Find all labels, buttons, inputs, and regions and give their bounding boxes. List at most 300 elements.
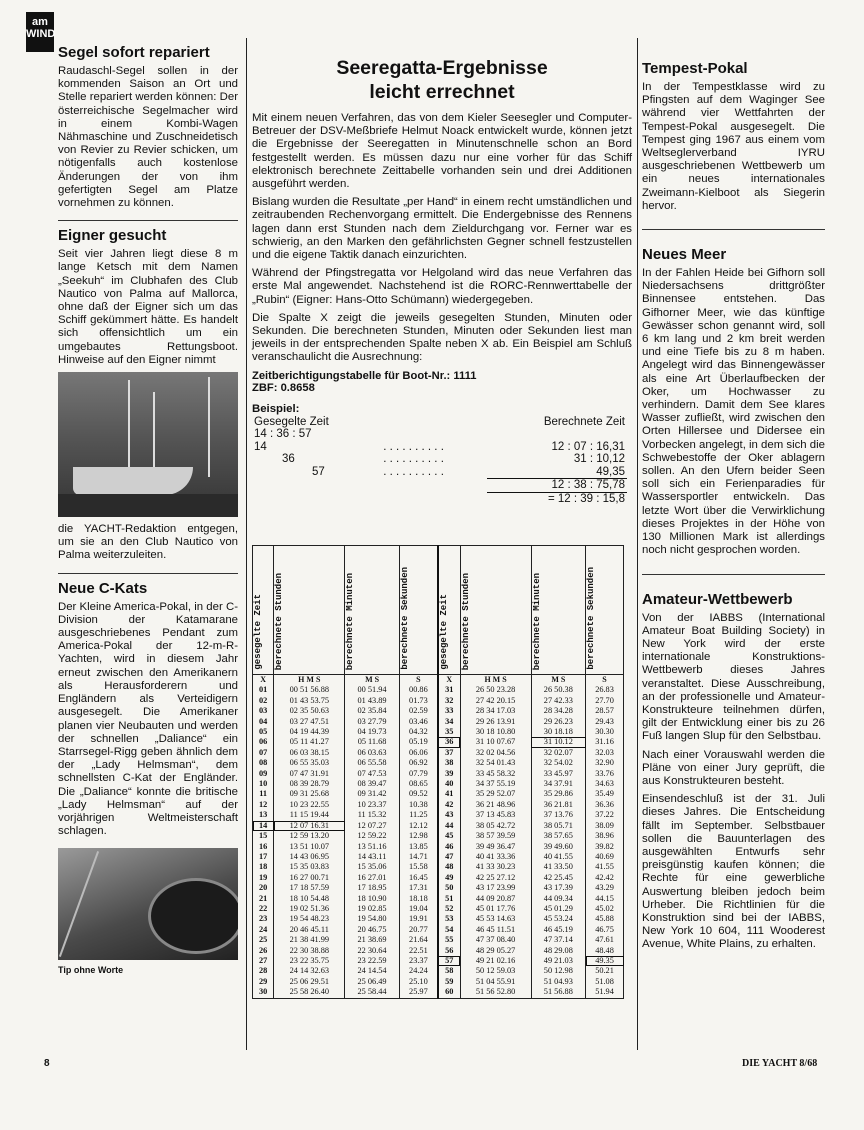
table-cell: 57 [438,956,460,966]
column-rule-right [637,38,638,1050]
table-cell: 38 05 42.72 [460,821,531,831]
article-title-tempest: Tempest-Pokal [642,60,748,77]
divider [58,220,238,221]
table-cell: 32.03 [586,748,624,758]
table-cell: 24 14 32.63 [274,966,345,976]
table-cell: 05 11.68 [345,737,399,747]
table-cell: 32 54 01.43 [460,758,531,768]
table-cell: 43 [438,810,460,820]
table-cell: 28 [253,966,274,976]
article-text-ckats: Der Kleine America-Pokal, in der C-Division der Katamarane ausgeschriebenes Pendant zum America-Pokal der 12-m-R-Yachten, wird in diesem Jahr erneut zwischen den Amerikanern als Herausforderern und Engländern als Verteidigern ausgesegelt. Die Amerikaner planen vier Neubauten und werden der schnellen „Daliance“ ein Starrsegel-Rigg geben ähnlich dem der „Lady Helmsman“, dem schnellsten C-Kat der Engländer. Die „Daliance“ konnte die britische „Lady Helmsman“ auf der vorjährigen Weltmeisterschaft schlagen. [58,600,238,838]
table-cell: 48 [438,862,460,872]
table-cell: 37 13.76 [531,810,585,820]
article-text-segel: Raudaschl-Segel sollen in der kommenden Saison an Ort und Stelle repariert werden können: Der österreichische Segelmacher wird in einem Kombi-Wagen Nähmaschine und Zuschneidetisch von Revier zu Revier schicken, um nötigenfalls auch kostenlose Änderungen der von ihm gefertigten Segel am Platze vornehmen zu können. [58,65,238,210]
ketch-photo [58,372,238,517]
table-cell: 44 09.34 [531,894,585,904]
table-cell: 33 [438,706,460,716]
table-cell: 49 21 02.16 [460,956,531,966]
table-cell: 24 14.54 [345,966,399,976]
table-row [253,769,624,779]
table-cell: 22 30.64 [345,946,399,956]
table-row [253,706,624,716]
table-cell: 42 25 27.12 [460,873,531,883]
magazine-issue: DIE YACHT 8/68 [742,1058,818,1069]
table-cell: 11 [253,789,274,799]
table-row [253,904,624,914]
table-cell: 30.30 [586,727,624,737]
article-title-eigner: Eigner gesucht [58,227,167,245]
table-cell: 10 23 22.55 [274,800,345,810]
table-cell: 05 [253,727,274,737]
table-cell: 45 01.29 [531,904,585,914]
table-cell: 33.76 [586,769,624,779]
paragraph-spalte: Die Spalte X zeigt die jeweils gesegelten Stunden, Minuten oder Sekunden. Die berechneten Stunden, Minuten oder Sekunden liest man jeweils in der entsprechenden Spalte neben X ab. Ein Beispiel am Schluß veranschaulicht die Ausrechnung: [252,311,632,364]
table-cell: 11 15 19.44 [274,810,345,820]
table-cell: 40.69 [586,852,624,862]
column-rule-left [246,38,247,1050]
table-cell: 56 [438,946,460,956]
table-cell: 39 49 36.47 [460,842,531,852]
table-cell: 50 12.98 [531,966,585,976]
table-cell: 51 56.88 [531,987,585,998]
table-cell: 29 26.23 [531,717,585,727]
table-header [586,546,624,675]
table-cell: 14.71 [399,852,438,862]
table-cell: 51.08 [586,977,624,987]
example-sum: 12 : 38 : 75,78 [487,479,627,493]
table-cell: 26 [253,946,274,956]
paragraph-bislang: Bislang wurden die Resultate „per Hand“ in einem recht umständlichen und zeitraubenden Rechenvorgang ermittelt. Die Endergebnisse des Rennens lagen dann erst Stunden nach dem Zieldurchgang vor. Ferner war es schwierig, an den Marken den gefährlichsten Gegner schnell festzustellen und die eigene Taktik danach einzurichten. [252,196,632,262]
example-dots: . . . . . . . . . . [383,440,444,453]
table-cell: 16 27 00.71 [274,873,345,883]
table-row [253,935,624,945]
table-cell: 14 [253,821,274,831]
table-cell: 51 04 55.91 [460,977,531,987]
table-cell: 34 37.91 [531,779,585,789]
table-subheader: H M S [460,675,531,686]
table-cell: 03 27.79 [345,717,399,727]
right-column [642,44,825,957]
table-cell: 01 [253,685,274,695]
table-cell: 19.91 [399,914,438,924]
table-cell: 22.51 [399,946,438,956]
article-title-amateur: Amateur-Wettbewerb [642,590,793,608]
table-header [399,546,438,675]
table-cell: 25.10 [399,977,438,987]
table-row [253,883,624,893]
table-cell: 32.90 [586,758,624,768]
table-header-label: berechnete Minuten [345,572,356,670]
table-cell: 51 04.93 [531,977,585,987]
table-cell: 20.77 [399,925,438,935]
time-correction-table [252,545,624,999]
table-cell: 28.57 [586,706,624,716]
table-cell: 38.09 [586,821,624,831]
table-cell: 06 03 38.15 [274,748,345,758]
table-cell: 25 [253,935,274,945]
table-cell: 49 21.03 [531,956,585,966]
table-cell: 01 43 53.75 [274,696,345,706]
table-cell: 18 [253,862,274,872]
table-cell: 60 [438,987,460,998]
table-row [253,852,624,862]
table-cell: 29 26 13.91 [460,717,531,727]
table-cell: 19 02.85 [345,904,399,914]
table-cell: 43.29 [586,883,624,893]
table-cell: 41 [438,789,460,799]
table-cell: 45 [438,831,460,841]
table-cell: 29.43 [586,717,624,727]
table-cell: 42 25.45 [531,873,585,883]
table-cell: 39 49.60 [531,842,585,852]
article-text-amateur-3: Einsendeschluß ist der 31. Juli dieses Jahres. Die Entscheidung fällt im September. Selbstbauer sollen die Bauunterlagen des ausgewählten Entwurfs sehr preisgünstig kaufen können; die Rechte für eine gewerbliche Auswertung bleiben jedoch beim Urheber. Die Richtlinien für die Konstruktion sind bei der IABBS, New York 10 604, 111 Wooderest Avenue, White Plains, zu erhalten. [642,793,825,951]
table-cell: 42 [438,800,460,810]
table-cell: 21 38.69 [345,935,399,945]
table-cell: 15 35.06 [345,862,399,872]
table-cell: 37 [438,748,460,758]
table-subheader: S [399,675,438,686]
table-cell: 27 42.33 [531,696,585,706]
table-subheader: M S [345,675,399,686]
table-row [253,946,624,956]
table-row [253,842,624,852]
table-cell: 42.42 [586,873,624,883]
example-dots: . . . . . . . . . . [383,453,444,466]
table-cell: 55 [438,935,460,945]
example-hours: 14 [254,440,267,453]
table-header [253,546,274,675]
table-cell: 32 54.02 [531,758,585,768]
table-cell: 25 06.49 [345,977,399,987]
table-subheader: S [586,675,624,686]
table-cell: 15.58 [399,862,438,872]
table-row [253,966,624,976]
table-cell: 30 18 10.80 [460,727,531,737]
table-cell: 26 50 23.28 [460,685,531,695]
article-title-segel: Segel sofort repariert [58,44,210,61]
table-cell: 21.64 [399,935,438,945]
table-cell: 08 39.47 [345,779,399,789]
table-cell: 25 58 26.40 [274,987,345,998]
table-cell: 19 02 51.36 [274,904,345,914]
table-cell: 32 02.07 [531,748,585,758]
table-cell: 27 [253,956,274,966]
headline-line2: leicht errechnet [369,81,515,103]
table-cell: 11 15.32 [345,810,399,820]
table-cell: 03 27 47.51 [274,717,345,727]
table-cell: 02.59 [399,706,438,716]
table-title: Zeitberichtigungstabelle für Boot-Nr.: 1111 [252,369,477,382]
table-cell: 10 [253,779,274,789]
table-cell: 07.79 [399,769,438,779]
table-cell: 08.65 [399,779,438,789]
table-cell: 17 18.95 [345,883,399,893]
table-cell: 06 55.58 [345,758,399,768]
zbf-value: ZBF: 0.8658 [252,382,315,395]
table-cell: 16.45 [399,873,438,883]
table-cell: 06 55 35.03 [274,758,345,768]
table-cell: 32 [438,696,460,706]
table-cell: 37.22 [586,810,624,820]
table-cell: 26.83 [586,685,624,695]
page-number: 8 [44,1058,50,1069]
table-cell: 05 11 41.27 [274,737,345,747]
table-cell: 30 18.18 [531,727,585,737]
table-row [253,800,624,810]
table-cell: 45 53 14.63 [460,914,531,924]
table-cell: 14 43.11 [345,852,399,862]
example-final: = 12 : 39 : 15,8 [547,492,625,505]
am-wind-logo [26,12,54,52]
table-cell: 03 [253,706,274,716]
table-cell: 36.36 [586,800,624,810]
table-row [253,685,624,695]
table-row [253,925,624,935]
table-cell: 46 [438,842,460,852]
table-cell: 28 34 17.03 [460,706,531,716]
table-cell: 00 51 56.88 [274,685,345,695]
table-header-label: gesegelte Zeit [438,594,449,670]
table-cell: 45.88 [586,914,624,924]
example-label: Beispiel: [252,402,300,415]
table-header [531,546,585,675]
example-sailed-time: 14 : 36 : 57 [254,428,312,441]
table-subheader: M S [531,675,585,686]
table-cell: 05.19 [399,737,438,747]
table-cell: 04 19 44.39 [274,727,345,737]
table-header [460,546,531,675]
table-cell: 59 [438,977,460,987]
table-cell: 02 [253,696,274,706]
table-cell: 13.85 [399,842,438,852]
table-cell: 13 51.16 [345,842,399,852]
table-row [253,987,624,998]
table-cell: 45 01 17.76 [460,904,531,914]
table-row [253,956,624,966]
divider [642,229,825,230]
table-cell: 25 06 29.51 [274,977,345,987]
table-cell: 13 [253,810,274,820]
table-row [253,894,624,904]
example-minutes: 36 [282,453,295,466]
table-cell: 24 [253,925,274,935]
table-cell: 34 37 55.19 [460,779,531,789]
table-cell: 07 47 31.91 [274,769,345,779]
table-cell: 41.55 [586,862,624,872]
table-cell: 49 [438,873,460,883]
table-cell: 34 [438,717,460,727]
table-cell: 19.04 [399,904,438,914]
table-cell: 34.63 [586,779,624,789]
article-text-amateur-2: Nach einer Vorauswahl werden die Pläne von einer Jury geprüft, die aus Konstrukteuren besteht. [642,748,825,787]
table-cell: 40 [438,779,460,789]
table-header-label: berechnete Sekunden [399,567,410,670]
table-cell: 00 51.94 [345,685,399,695]
table-cell: 40 41.55 [531,852,585,862]
table-cell: 58 [438,966,460,976]
table-cell: 45 53.24 [531,914,585,924]
paragraph-intro: Mit einem neuen Verfahren, das von dem Kieler Seesegler und Computer-Betreuer der DSV-Meßbriefe Helmut Noack entwickelt wurde, können jetzt die Ergebnisse der Seeregatten in Minutenschnelle schon an Bord festgestellt werden. Es müssen dazu nur eine vorher für das Schiff elektronisch berechnete Zeittabelle vorhanden sein und drei Additionen ausgeführt werden. [252,112,632,191]
table-cell: 54 [438,925,460,935]
table-cell: 04 [253,717,274,727]
table-cell: 46.75 [586,925,624,935]
table-cell: 02 35 50.63 [274,706,345,716]
table-cell: 10.38 [399,800,438,810]
table-cell: 06 [253,737,274,747]
article-title-neues-meer: Neues Meer [642,246,727,264]
table-cell: 45.02 [586,904,624,914]
table-cell: 23 22.59 [345,956,399,966]
table-cell: 38 [438,758,460,768]
table-cell: 19 [253,873,274,883]
table-header-label: berechnete Stunden [460,572,471,670]
divider [642,574,825,575]
table-row [253,717,624,727]
table-cell: 38 05.71 [531,821,585,831]
table-cell: 36 [438,737,460,747]
table-cell: 44 09 20.87 [460,894,531,904]
table-cell: 35 [438,727,460,737]
paragraph-pfingst: Während der Pfingstregatta vor Helgoland wird das neue Verfahren das erste Mal angewendet. Nachstehend ist die RORC-Rennwerttabelle der „Rubin“ (Eigner: Hans-Otto Schümann) wiedergegeben. [252,267,632,306]
table-cell: 48 29 05.27 [460,946,531,956]
example-result-minutes: 31 : 10,12 [573,453,625,466]
table-cell: 51 56 52.80 [460,987,531,998]
table-cell: 14 43 06.95 [274,852,345,862]
table-cell: 12.98 [399,831,438,841]
table-cell: 25 58.44 [345,987,399,998]
example-dots: . . . . . . . . . . [383,466,444,479]
table-cell: 18 10 54.48 [274,894,345,904]
table-cell: 36 21 48.96 [460,800,531,810]
logo-line1: am [32,16,48,28]
example-result-seconds: 49,35 [487,466,627,479]
example-header-berechnet: Berechnete Zeit [543,415,625,428]
article-text-amateur-1: Von der IABBS (International Amateur Boat Building Society) in New York wird der erste internationale Konstruktions-Wettbewerb dieses Jahres veranstaltet. Diese Ausschreibung, an der professionelle und Amateur-Konstrukteure teilnehmen dürfen, gilt der Entwicklung einer bis zu 26 Fuß langen Slup für den Selbstbau. [642,611,825,743]
table-cell: 23 [253,914,274,924]
table-cell: 19 54.80 [345,914,399,924]
table-header-label: berechnete Stunden [274,572,285,670]
example-result-hours: 12 : 07 : 16,31 [551,440,625,453]
table-cell: 29 [253,977,274,987]
article-title-ckats: Neue C-Kats [58,579,148,597]
photo-caption: Tip ohne Worte [58,965,124,976]
example-header-gesegelt: Gesegelte Zeit [254,415,329,428]
table-cell: 01.73 [399,696,438,706]
table-cell: 17 [253,852,274,862]
table-cell: 09 31.42 [345,789,399,799]
table-row [253,862,624,872]
table-subheader: X [253,675,274,686]
table-cell: 50 [438,883,460,893]
table-row [253,873,624,883]
table-cell: 27.70 [586,696,624,706]
table-cell: 28 34.28 [531,706,585,716]
table-cell: 43 17.39 [531,883,585,893]
table-cell: 46 45.19 [531,925,585,935]
article-text-eigner-cont: die YACHT-Redaktion entgegen, um sie an den Club Nautico von Palma weiterzuleiten. [58,523,238,562]
table-cell: 06.92 [399,758,438,768]
table-cell: 41 33.50 [531,862,585,872]
table-cell: 20 [253,883,274,893]
table-cell: 08 [253,758,274,768]
table-cell: 12.12 [399,821,438,831]
table-cell: 06 03.63 [345,748,399,758]
table-cell: 12 [253,800,274,810]
table-cell: 09.52 [399,789,438,799]
table-cell: 38 57 39.59 [460,831,531,841]
table-header-label: berechnete Sekunden [586,567,597,670]
table-cell: 20 46.75 [345,925,399,935]
table-row [253,914,624,924]
table-subheader: X [438,675,460,686]
table-cell: 16 [253,842,274,852]
middle-column [252,44,632,505]
example-seconds: 57 [312,466,325,479]
table-cell: 20 46 45.11 [274,925,345,935]
headline-line1: Seeregatta-Ergebnisse [336,57,548,79]
table-cell: 51.94 [586,987,624,998]
table-cell: 36 21.81 [531,800,585,810]
main-headline [252,56,632,104]
table-cell: 37 13 45.83 [460,810,531,820]
table-header [345,546,399,675]
table-cell: 22 [253,904,274,914]
table-row [253,737,624,747]
table-cell: 09 31 25.68 [274,789,345,799]
table-cell: 15 [253,831,274,841]
table-cell: 30 [253,987,274,998]
article-text-tempest: In der Tempestklasse wird zu Pfingsten auf dem Waginger See während vier Wettfahrten der Tempest-Pokal ausgesegelt. Die Tempest ging 1967 aus einem vom Weltseglerverband IYRU ausgeschriebenen Wettbewerb um ein neues internationales Zweimann-Kielboot als Siegerin hervor. [642,81,825,212]
table-header-label: berechnete Minuten [531,572,542,670]
table-cell: 15 35 03.83 [274,862,345,872]
table-cell: 43 17 23.99 [460,883,531,893]
table-cell: 38 57.65 [531,831,585,841]
table-cell: 33 45 58.32 [460,769,531,779]
example-calculation [252,416,627,506]
table-cell: 21 [253,894,274,904]
table-cell: 12 07 16.31 [274,821,345,831]
table-row [253,831,624,841]
table-cell: 46 45 11.51 [460,925,531,935]
divider [58,573,238,574]
table-cell: 19 54 48.23 [274,914,345,924]
table-cell: 44.15 [586,894,624,904]
table-cell: 17 18 57.59 [274,883,345,893]
table-cell: 47.61 [586,935,624,945]
table-cell: 09 [253,769,274,779]
table-cell: 18 10.90 [345,894,399,904]
table-cell: 13 51 10.07 [274,842,345,852]
table-cell: 16 27.01 [345,873,399,883]
table-cell: 12 59.22 [345,831,399,841]
table-cell: 53 [438,914,460,924]
table-row [253,810,624,820]
table-cell: 47 37.14 [531,935,585,945]
table-header [438,546,460,675]
table-cell: 47 [438,852,460,862]
table-cell: 24.24 [399,966,438,976]
table-cell: 25.97 [399,987,438,998]
table-cell: 32 02 04.56 [460,748,531,758]
table-cell: 01 43.89 [345,696,399,706]
table-cell: 12 07.27 [345,821,399,831]
table-cell: 23.37 [399,956,438,966]
table-cell: 04 19.73 [345,727,399,737]
table-cell: 03.46 [399,717,438,727]
table-cell: 35 29 52.07 [460,789,531,799]
table-cell: 31 10 07.67 [460,737,531,747]
table-header [274,546,345,675]
